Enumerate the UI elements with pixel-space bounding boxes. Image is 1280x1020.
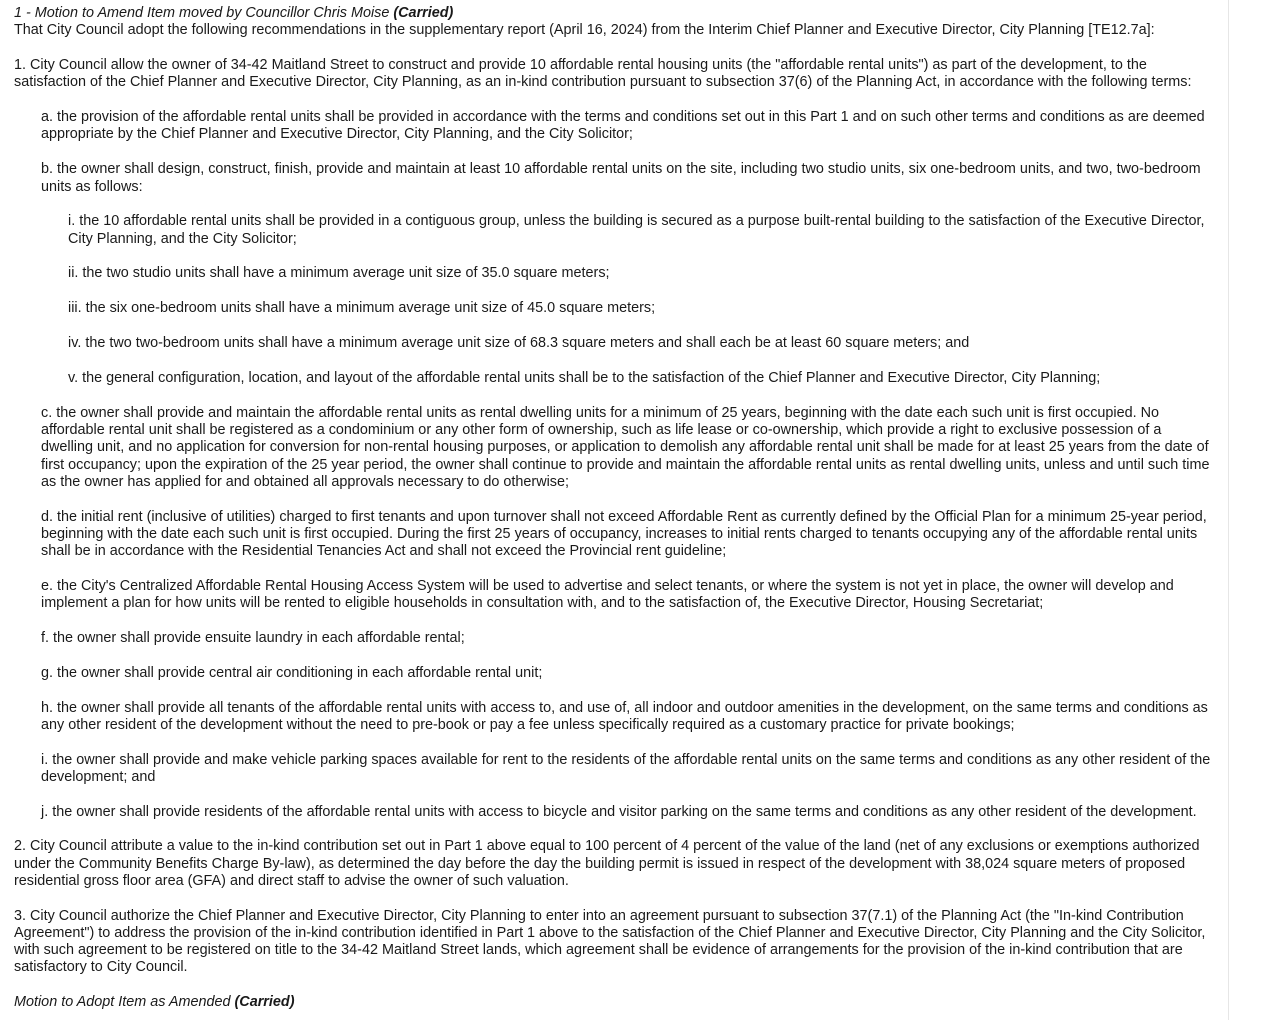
term-b-ii: ii. the two studio units shall have a minimum average unit size of 35.0 square meters; (68, 265, 610, 282)
recommendation-3: 3. City Council authorize the Chief Planner and Executive Director, City Planning to enter into an agreement pursuant to subsection 37(7.1) of the Planning Act (the "In-kind Contribution Agreement") to address the provision of the in-kind contribution identified in Part 1 above to the satisfaction of the Chief Planner and Executive Director, City Planning and the City Solicitor, with such agreement to be registered on title to the 34-42 Maitland Street lands, which agreement shall be evidence of arrangements for the provision of the in-kind contribution that are satisfactory to City Council. (14, 907, 1206, 976)
recommendation-1: 1. City Council allow the owner of 34-42 Maitland Street to construct and provide 10 affordable rental housing units (the "affordable rental units") as part of the development, to the satisfaction of the Chief Planner and Executive Director, City Planning, as an in-kind contribution pursuant to subsection 37(6) of the Planning Act, in accordance with the following terms: (14, 57, 1192, 91)
motion-to-adopt-text: Motion to Adopt Item as Amended (14, 993, 235, 1010)
term-b-i: i. the 10 affordable rental units shall be provided in a contiguous group, unless the building is secured as a purpose built-rental building to the satisfaction of the Executive Director, City Planning, and the City Solicitor; (68, 213, 1205, 247)
right-divider (1228, 0, 1229, 1020)
term-c: c. the owner shall provide and maintain the affordable rental units as rental dwelling units for a minimum of 25 years, beginning with the date each such unit is first occupied. No affordable rental unit shall be registered as a condominium or any other form of ownership, such as life lease or co-ownership, which provide a right to exclusive possession of a dwelling unit, and no application for conversion for non-rental housing purposes, or application to demolish any affordable rental unit shall be made for at least 25 years from the date of first occupancy; upon the expiration of the 25 year period, the owner shall continue to provide and maintain the affordable rental units as rental dwelling units, unless and until such time as the owner has applied for and obtained all approvals necessary to do otherwise; (41, 404, 1210, 490)
term-b-iii: iii. the six one-bedroom units shall have a minimum average unit size of 45.0 square meters; (68, 300, 656, 317)
motion-to-adopt-result: (Carried) (234, 993, 295, 1010)
term-h: h. the owner shall provide all tenants of the affordable rental units with access to, and use of, all indoor and outdoor amenities in the development, on the same terms and conditions as any other resident of the development without the need to pre-book or pay a fee unless specifically required as a customary practice for private bookings; (41, 699, 1208, 734)
motion-to-adopt (14, 994, 1214, 1011)
intro-paragraph: That City Council adopt the following recommendations in the supplementary report (April 16, 2024) from the Interim Chief Planner and Executive Director, City Planning [TE12.7a]: (14, 22, 1155, 39)
term-e: e. the City's Centralized Affordable Rental Housing Access System will be used to advertise and select tenants, or where the system is not yet in place, the owner will develop and implement a plan for how units will be rented to eligible households in consultation with, and to the satisfaction of, the Executive Director, Housing Secretariat; (41, 578, 1174, 612)
term-j: j. the owner shall provide residents of the affordable rental units with access to bicycle and visitor parking on the same terms and conditions as any other resident of the development. (41, 803, 1197, 820)
term-b: b. the owner shall design, construct, finish, provide and maintain at least 10 affordable rental units on the site, including two studio units, six one-bedroom units, and two, two-bedroom units as follows: (41, 161, 1201, 195)
motion-to-amend (14, 5, 1214, 22)
recommendation-2: 2. City Council attribute a value to the in-kind contribution set out in Part 1 above equal to 100 percent of 4 percent of the value of the land (net of any exclusions or exemptions authorized under the Community Benefits Charge By-law), as determined the day before the day the building permit is issued in respect of the development with 38,024 square meters of proposed residential gross floor area (GFA) and direct staff to advise the owner of such valuation. (14, 838, 1200, 889)
term-f: f. the owner shall provide ensuite laundry in each affordable rental; (41, 630, 465, 647)
term-a: a. the provision of the affordable rental units shall be provided in accordance with the terms and conditions set out in this Part 1 and on such other terms and conditions as are deemed appropriate by the Chief Planner and Executive Director, City Planning, and the City Solicitor; (41, 109, 1205, 143)
motion-to-amend-result: (Carried) (393, 5, 454, 21)
term-d: d. the initial rent (inclusive of utilities) charged to first tenants and upon turnover shall not exceed Affordable Rent as currently defined by the Official Plan for a minimum 25-year period, beginning with the date each such unit is first occupied. During the first 25 years of occupancy, increases to initial rents charged to tenants occupying any of the affordable rental units shall be in accordance with the Residential Tenancies Act and shall not exceed the Provincial rent guideline; (41, 508, 1207, 560)
motion-to-amend-text: 1 - Motion to Amend Item moved by Councillor Chris Moise (14, 5, 394, 21)
term-b-iv: iv. the two two-bedroom units shall have a minimum average unit size of 68.3 square meters and shall each be at least 60 square meters; and (68, 335, 970, 352)
term-i: i. the owner shall provide and make vehicle parking spaces available for rent to the residents of the affordable rental units on the same terms and conditions as any other resident of the development; and (41, 751, 1211, 786)
council-decision-document (14, 5, 1214, 1011)
term-b-v: v. the general configuration, location, and layout of the affordable rental units shall be to the satisfaction of the Chief Planner and Executive Director, City Planning; (68, 369, 1101, 386)
term-g: g. the owner shall provide central air conditioning in each affordable rental unit; (41, 664, 543, 681)
